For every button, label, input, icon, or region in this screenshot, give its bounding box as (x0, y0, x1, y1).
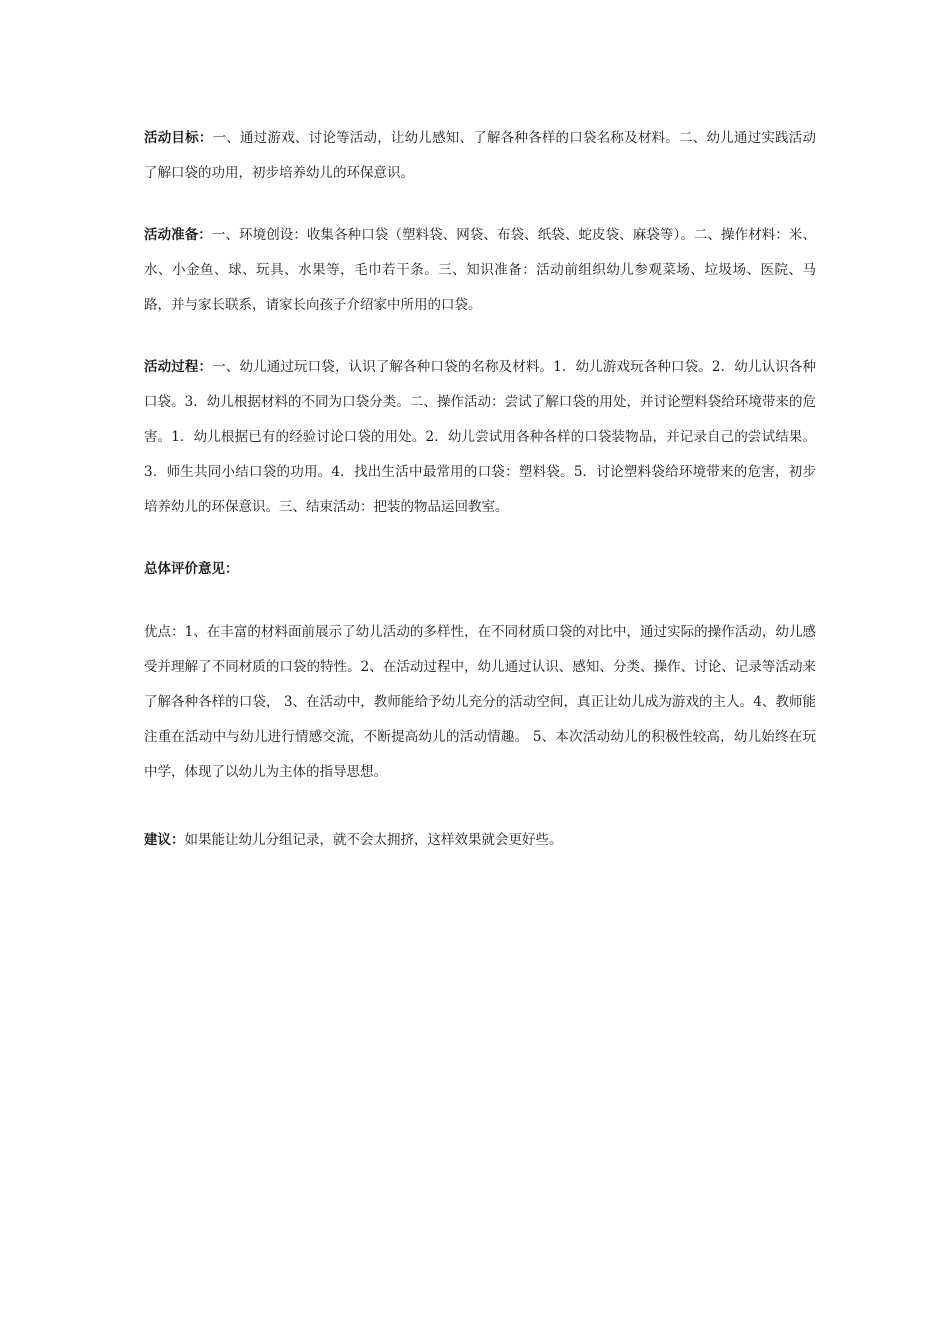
activity-goals-paragraph (144, 121, 816, 191)
suggestion-label: 建议： (144, 832, 185, 848)
activity-process-label: 活动过程： (144, 359, 213, 375)
activity-goals-label: 活动目标： (144, 130, 213, 146)
activity-preparation-label: 活动准备： (144, 227, 212, 243)
activity-process-text: 一、幼儿通过玩口袋，认识了解各种口袋的名称及材料。1．幼儿游戏玩各种口袋。2．幼儿认识各种口袋。3．幼儿根据材料的不同为口袋分类。二、操作活动：尝试了解口袋的用处，并讨论塑料袋给环境带来的危害。1．幼儿根据已有的经验讨论口袋的用处。2．幼儿尝试用各种各样的口袋装物品，并记录自己的尝试结果。3．师生共同小结口袋的功用。4．找出生活中最常用的口袋：塑料袋。5．讨论塑料袋给环境带来的危害，初步培养幼儿的环保意识。三、结束活动：把装的物品运回教室。 (144, 359, 816, 515)
suggestion-paragraph (144, 823, 816, 858)
activity-goals-text: 一、通过游戏、讨论等活动，让幼儿感知、了解各种各样的口袋名称及材料。二、幼儿通过实践活动了解口袋的功用，初步培养幼儿的环保意识。 (144, 130, 816, 181)
document-page (144, 121, 816, 858)
evaluation-heading: 总体评价意见： (144, 561, 239, 577)
activity-preparation-text: 一、环境创设：收集各种口袋（塑料袋、网袋、布袋、纸袋、蛇皮袋、麻袋等）。二、操作材料：米、水、小金鱼、球、玩具、水果等，毛巾若干条。三、知识准备：活动前组织幼儿参观菜场、垃圾场、医院、马路，并与家长联系，请家长向孩子介绍家中所用的口袋。 (144, 227, 817, 313)
strengths-text: 优点：1、在丰富的材料面前展示了幼儿活动的多样性，在不同材质口袋的对比中，通过实际的操作活动，幼儿感受并理解了不同材质的口袋的特性。2、在活动过程中，幼儿通过认识、感知、分类、操作、讨论、记录等活动来了解各种各样的口袋， 3、在活动中，教师能给予幼儿充分的活动空间，真正让幼儿成为游戏的主人。4、教师能注重在活动中与幼儿进行情感交流，不断提高幼儿的活动情趣。 5、本次活动幼儿的积极性较高，幼儿始终在玩中学，体现了以幼儿为主体的指导思想。 (144, 624, 816, 780)
activity-preparation-paragraph (144, 218, 816, 323)
activity-process-paragraph (144, 350, 816, 525)
strengths-paragraph (144, 615, 816, 790)
suggestion-text: 如果能让幼儿分组记录，就不会太拥挤，这样效果就会更好些。 (184, 832, 563, 848)
evaluation-heading-paragraph (144, 552, 816, 587)
